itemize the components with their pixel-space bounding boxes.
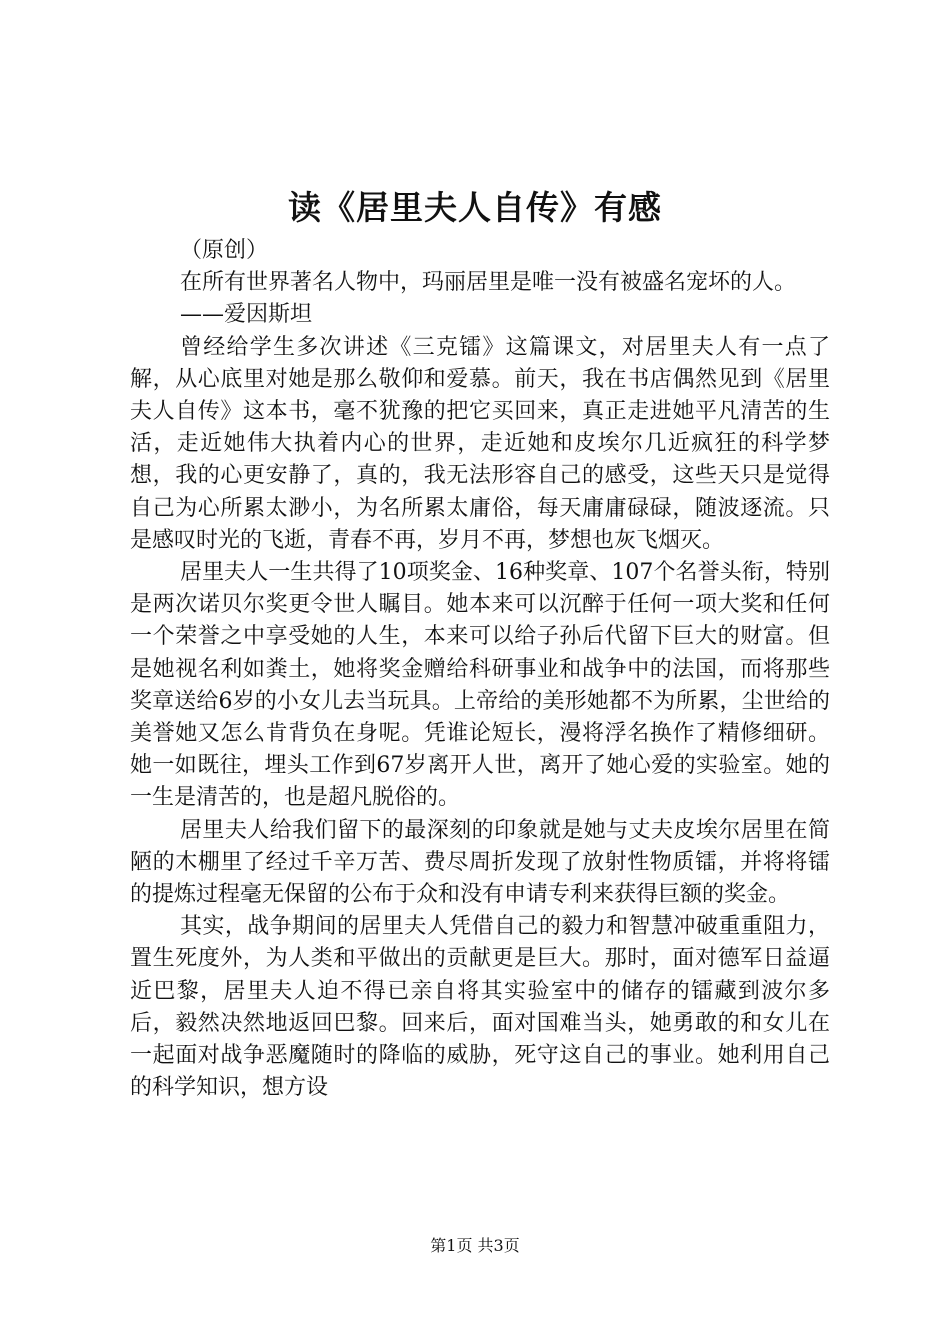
document-body: [130, 235, 830, 1104]
paragraph-honors: 居里夫人一生共得了10项奖金、16种奖章、107个名誉头衔，特别是两次诺贝尔奖更令世人瞩目。她本来可以沉醉于任何一项大奖和任何一个荣誉之中享受她的人生，本来可以给子孙后代留下巨大的财富。但是她视名利如粪土，她将奖金赠给科研事业和战争中的法国，而将那些奖章送给6岁的小女儿去当玩具。上帝给的美形她都不为所累，尘世给的美誉她又怎么肯背负在身呢。凭谁论短长，漫将浮名换作了精修细研。她一如既往，埋头工作到67岁离开人世，离开了她心爱的实验室。她的一生是清苦的，也是超凡脱俗的。: [130, 560, 830, 811]
document-title: 读《居里夫人自传》有感: [288, 188, 662, 227]
epigraph-attribution: ——爱因斯坦: [180, 302, 313, 328]
paragraph-intro: 曾经给学生多次讲述《三克镭》这篇课文，对居里夫人有一点了解，从心底里对她是那么敬仰和爱慕。前天，我在书店偶然见到《居里夫人自传》这本书，毫不犹豫的把它买回来，真正走进她平凡清苦的生活，走近她伟大执着内心的世界，走近她和皮埃尔几近疯狂的科学梦想，我的心更安静了，真的，我无法形容自己的感受，这些天只是觉得自己为心所累太渺小，为名所累太庸俗，每天庸庸碌碌，随波逐流。只是感叹时光的飞逝，青春不再，岁月不再，梦想也灰飞烟灭。: [130, 334, 830, 553]
paragraph-wartime: 其实，战争期间的居里夫人凭借自己的毅力和智慧冲破重重阻力，置生死度外，为人类和平做出的贡献更是巨大。那时，面对德军日益逼近巴黎，居里夫人迫不得已亲自将其实验室中的储存的镭藏到波尔多后，毅然决然地返回巴黎。回来后，面对国难当头，她勇敢的和女儿在一起面对战争恶魔随时的降临的威胁，死守这自己的事业。她利用自己的科学知识，想方设: [130, 914, 830, 1101]
page-footer: 第1页 共3页: [430, 1236, 520, 1255]
paragraph-radium-discovery: 居里夫人给我们留下的最深刻的印象就是她与丈夫皮埃尔居里在简陋的木棚里了经过千辛万苦、费尽周折发现了放射性物质镭，并将将镭的提炼过程毫无保留的公布于众和没有申请专利来获得巨额的奖金。: [130, 817, 830, 908]
byline-original: （原创）: [180, 238, 269, 263]
epigraph-quote: 在所有世界著名人物中，玛丽居里是唯一没有被盛名宠坏的人。: [180, 270, 797, 296]
